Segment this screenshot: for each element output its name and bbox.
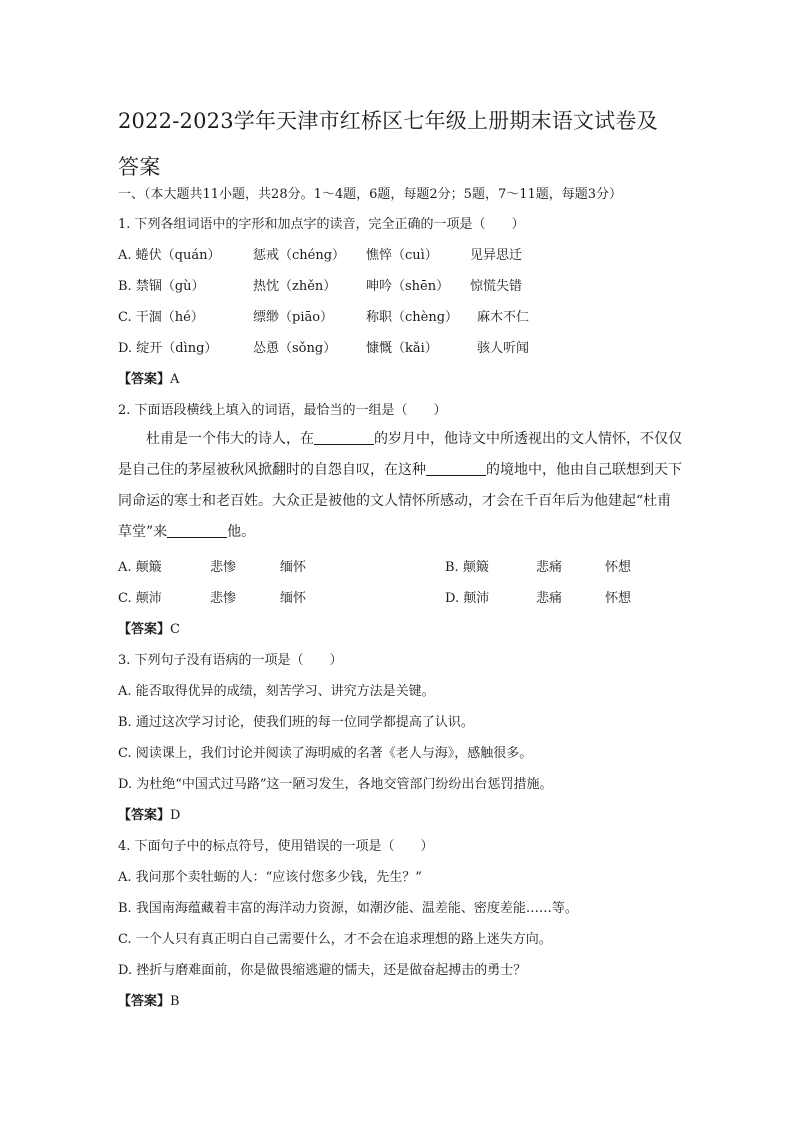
q4-option-c: C. 一个人只有真正明白自己需要什么，才不会在追求理想的路上迷失方向。 [118, 932, 552, 947]
q2-option-d-2: 悲痛 [536, 591, 563, 606]
section-header: 一、（本大题共11小题，共28分。1～4题，6题，每题2分；5题，7～11题，每题3分） [118, 187, 623, 202]
q1-option-c-1: C. 干涸（hé） [118, 310, 204, 325]
q2-option-a-1: A. 颠簸 [118, 560, 162, 575]
q2-option-c-3: 缅怀 [280, 591, 307, 606]
q2-stem: 2. 下面语段横线上填入的词语，最恰当的一组是（ ） [118, 403, 447, 418]
q1-option-c-3: 称职（chèng） [366, 310, 459, 325]
q1-stem: 1. 下列各组词语中的字形和加点字的读音，完全正确的一项是（ ） [118, 217, 525, 232]
q1-option-b-4: 惊慌失错 [470, 279, 523, 294]
q4-stem: 4. 下面句子中的标点符号，使用错误的一项是（ ） [118, 839, 434, 854]
q1-option-d-3: 慷慨（kǎi） [366, 341, 438, 356]
q3-option-c: C. 阅读课上，我们讨论并阅读了海明威的名著《老人与海》，感触很多。 [118, 746, 533, 761]
q1-option-d-1: D. 绽开（dìng） [118, 341, 218, 356]
q2-blank-3 [167, 523, 227, 538]
q2-option-a-2: 悲惨 [210, 560, 237, 575]
q2-blank-2 [426, 461, 486, 476]
q1-option-c-2: 缥缈（piāo） [253, 310, 334, 325]
q2-option-d-3: 怀想 [605, 591, 632, 606]
q1-option-a-1: A. 蜷伏（quán） [118, 248, 221, 263]
q3-option-d: D. 为杜绝“中国式过马路”这一陋习发生，各地交管部门纷纷出台惩罚措施。 [118, 777, 553, 792]
q4-answer: 【答案】B [118, 994, 180, 1009]
q2-option-d-1: D. 颠沛 [445, 591, 490, 606]
q2-passage: 杜甫是一个伟大的诗人，在 的岁月中，他诗文中所透视出的文人情怀，不仅仅是自己住的茅屋被秋风掀翻时的自怨自叹，在这种 的境地中，他由自己联想到天下同命运的寒士和老百姓。大众正是被他的文人情怀所感动，才会在千百年后为他建起“杜甫草堂”来 他。 [118, 431, 682, 540]
q1-option-b-3: 呻吟（shēn） [366, 279, 450, 294]
q2-option-b-3: 怀想 [605, 560, 632, 575]
q3-option-b: B. 通过这次学习讨论，使我们班的每一位同学都提高了认识。 [118, 715, 474, 730]
q3-answer: 【答案】D [118, 808, 181, 823]
q3-option-a: A. 能否取得优异的成绩，刻苦学习、讲究方法是关键。 [118, 684, 435, 699]
q2-blank-1 [314, 430, 374, 445]
q2-option-a-3: 缅怀 [280, 560, 307, 575]
q1-option-a-2: 惩戒（chéng） [253, 248, 346, 263]
q2-option-b-2: 悲痛 [536, 560, 563, 575]
q1-option-b-2: 热忱（zhěn） [253, 279, 337, 294]
q1-option-a-4: 见异思迁 [470, 248, 523, 263]
q1-option-a-3: 憔悴（cuì） [366, 248, 438, 263]
q1-option-b-1: B. 禁锢（gù） [118, 279, 205, 294]
q1-option-d-2: 怂恿（sǒng） [253, 341, 337, 356]
document-title: 2022-2023学年天津市红桥区七年级上册期末语文试卷及答案 [118, 109, 658, 179]
q2-option-b-1: B. 颠簸 [445, 560, 489, 575]
q1-option-d-4: 骇人听闻 [477, 341, 530, 356]
q1-answer: 【答案】A [118, 372, 180, 387]
q2-option-c-1: C. 颠沛 [118, 591, 162, 606]
q2-answer: 【答案】C [118, 622, 180, 637]
q3-stem: 3. 下列句子没有语病的一项是（ ） [118, 653, 343, 668]
q2-option-c-2: 悲惨 [210, 591, 237, 606]
q4-option-b: B. 我国南海蕴藏着丰富的海洋动力资源，如潮汐能、温差能、密度差能……等。 [118, 901, 578, 916]
q4-option-a: A. 我问那个卖牡蛎的人：“应该付您多少钱，先生？” [118, 870, 422, 885]
q1-option-c-4: 麻木不仁 [477, 310, 530, 325]
q4-option-d: D. 挫折与磨难面前，你是做畏缩逃避的懦夫，还是做奋起搏击的勇士？ [118, 963, 527, 978]
